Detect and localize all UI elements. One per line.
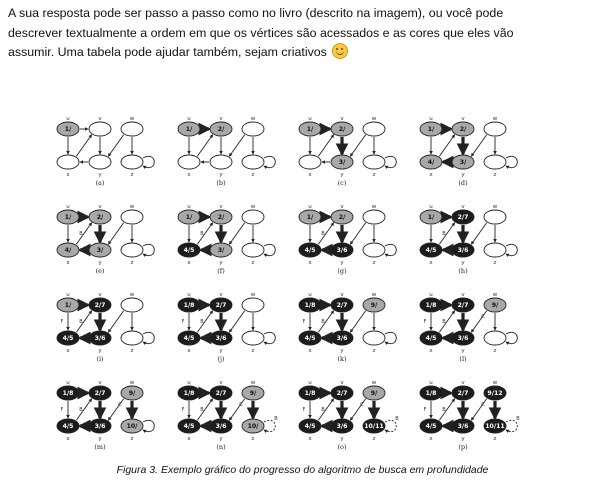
vertex-label-w: w [129, 380, 135, 386]
vertex-label-u: u [429, 204, 433, 210]
dfs-panel [57, 292, 154, 363]
panel-label: (f) [217, 267, 225, 275]
intro-line-3-text: assumir. Uma tabela pode ajudar também, sejam criativos [8, 45, 327, 59]
vertex-label-u: u [187, 292, 191, 298]
edge-type-back: B [321, 319, 325, 325]
vertex-label-v: v [340, 292, 344, 298]
vertex-label-w: w [371, 292, 377, 298]
dfs-panel [299, 204, 396, 275]
vertex-time-u: 1/8 [425, 390, 437, 398]
vertex-time-y: 3/6 [336, 247, 348, 255]
edge-type-back: B [442, 319, 446, 325]
dfs-panel [57, 204, 154, 275]
vertex-time-x: 4/5 [62, 335, 74, 343]
edge-w-y [471, 223, 486, 245]
vertex-label-x: x [66, 436, 70, 442]
vertex-time-w: 9/ [491, 302, 499, 310]
vertex-label-v: v [461, 380, 465, 386]
vertex-label-x: x [187, 260, 191, 266]
vertex-label-v: v [98, 204, 102, 210]
vertex-label-u: u [308, 292, 312, 298]
vertex-z [363, 155, 385, 169]
edge-type-forward: F [181, 407, 185, 413]
vertex-label-x: x [429, 172, 433, 178]
vertex-label-v: v [219, 380, 223, 386]
vertex-time-x: 4/5 [183, 335, 195, 343]
vertex-time-y: 3/6 [215, 335, 227, 343]
vertex-label-z: z [251, 172, 255, 178]
vertex-label-u: u [66, 380, 70, 386]
panel-label: (i) [96, 355, 104, 363]
vertex-z [242, 243, 264, 257]
vertex-z [363, 331, 385, 345]
vertex-time-u: 1/8 [62, 390, 74, 398]
edge-type-back: B [79, 319, 83, 325]
vertex-z [484, 331, 506, 345]
edge-z-z [264, 332, 275, 343]
dfs-panel [420, 204, 517, 275]
vertex-time-v: 2/7 [457, 390, 469, 398]
vertex-time-v: 2/ [338, 214, 346, 222]
vertex-label-y: y [98, 260, 102, 266]
edge-type-back: B [442, 407, 446, 413]
edge-w-y [350, 223, 365, 245]
vertex-label-v: v [219, 292, 223, 298]
vertex-time-w: 9/ [370, 302, 378, 310]
dfs-panel [299, 380, 399, 451]
vertex-label-w: w [250, 292, 256, 298]
vertex-time-v: 2/7 [94, 390, 106, 398]
edge-type-cross: C [481, 314, 485, 320]
vertex-label-y: y [340, 436, 344, 442]
edge-x-v [197, 135, 212, 157]
edge-type-cross: C [360, 402, 364, 408]
vertex-w [121, 298, 143, 312]
vertex-label-w: w [129, 292, 135, 298]
vertex-w [121, 122, 143, 136]
vertex-z [363, 243, 385, 257]
panel-label: (j) [217, 355, 225, 363]
vertex-time-y: 3/6 [94, 335, 106, 343]
vertex-label-z: z [251, 260, 255, 266]
edge-z-z [385, 156, 396, 167]
dfs-panel [178, 292, 275, 363]
edge-z-z [385, 420, 396, 431]
vertex-x [299, 155, 321, 169]
edge-type-back: B [200, 407, 204, 413]
edge-w-y [229, 135, 244, 157]
vertex-time-x: 4/5 [183, 247, 195, 255]
vertex-time-y: 3/ [459, 159, 467, 167]
edge-z-z [385, 332, 396, 343]
vertex-w [363, 210, 385, 224]
vertex-label-v: v [461, 204, 465, 210]
vertex-label-y: y [98, 436, 102, 442]
vertex-label-w: w [492, 116, 498, 122]
edge-w-y [350, 311, 365, 333]
vertex-label-x: x [308, 436, 312, 442]
vertex-time-v: 2/7 [336, 390, 348, 398]
edge-z-z [264, 156, 275, 167]
vertex-x [57, 155, 79, 169]
vertex-v [89, 122, 111, 136]
vertex-label-z: z [130, 172, 134, 178]
edge-w-y [229, 311, 244, 333]
vertex-time-u: 1/ [64, 214, 72, 222]
vertex-label-w: w [371, 380, 377, 386]
vertex-label-x: x [66, 260, 70, 266]
vertex-time-v: 2/7 [215, 390, 227, 398]
edge-x-v [439, 135, 454, 157]
vertex-time-y: 3/6 [215, 423, 227, 431]
vertex-label-u: u [187, 380, 191, 386]
vertex-time-z: 10/ [126, 423, 138, 431]
vertex-time-x: 4/5 [304, 335, 316, 343]
vertex-time-u: 1/8 [425, 302, 437, 310]
vertex-label-z: z [493, 172, 497, 178]
vertex-label-x: x [187, 172, 191, 178]
vertex-label-z: z [493, 348, 497, 354]
edge-type-forward: F [423, 407, 427, 413]
vertex-label-y: y [461, 436, 465, 442]
edge-z-z [506, 332, 517, 343]
edge-type-forward: F [302, 407, 306, 413]
panel-label: (l) [459, 355, 467, 363]
edge-z-z [506, 156, 517, 167]
panel-label: (g) [337, 267, 347, 275]
edge-type-back: B [79, 407, 83, 413]
vertex-time-z: 10/11 [364, 423, 384, 431]
vertex-label-w: w [371, 116, 377, 122]
intro-text [8, 4, 598, 63]
vertex-label-u: u [308, 380, 312, 386]
vertex-label-u: u [66, 292, 70, 298]
vertex-label-z: z [372, 172, 376, 178]
panel-label: (m) [94, 443, 106, 451]
edge-w-y [350, 135, 365, 157]
vertex-label-v: v [98, 292, 102, 298]
vertex-time-y: 3/6 [336, 335, 348, 343]
panel-label: (b) [216, 179, 226, 187]
panel-label: (p) [458, 443, 468, 451]
vertex-time-u: 1/ [427, 126, 435, 134]
vertex-time-u: 1/8 [183, 302, 195, 310]
vertex-y [89, 155, 111, 169]
vertex-w [242, 210, 264, 224]
edge-z-z [264, 420, 275, 431]
vertex-label-y: y [461, 260, 465, 266]
vertex-label-v: v [461, 116, 465, 122]
vertex-label-u: u [429, 292, 433, 298]
edge-z-z [143, 332, 154, 343]
intro-line-2: descrever textualmente a ordem em que os vértices são acessados e as cores que eles vão [8, 25, 514, 40]
vertex-time-v: 2/7 [94, 302, 106, 310]
edge-w-y [108, 135, 123, 157]
vertex-label-z: z [251, 436, 255, 442]
dfs-panel [420, 116, 517, 187]
edge-x-v [76, 135, 91, 157]
vertex-time-u: 1/8 [183, 390, 195, 398]
vertex-time-y: 3/6 [94, 423, 106, 431]
edge-w-y [108, 311, 123, 333]
vertex-label-w: w [492, 204, 498, 210]
vertex-z [121, 243, 143, 257]
vertex-time-v: 2/7 [457, 214, 469, 222]
vertex-time-x: 4/5 [425, 247, 437, 255]
vertex-time-x: 4/5 [183, 423, 195, 431]
dfs-panel [299, 116, 396, 187]
vertex-time-u: 1/ [427, 214, 435, 222]
panel-label: (h) [458, 267, 468, 275]
edge-z-z [264, 244, 275, 255]
vertex-label-z: z [493, 436, 497, 442]
edge-type-forward: F [423, 319, 427, 325]
vertex-label-y: y [461, 172, 465, 178]
vertex-label-y: y [340, 260, 344, 266]
vertex-time-y: 3/6 [457, 423, 469, 431]
vertex-time-z: 10/ [247, 423, 259, 431]
vertex-label-z: z [130, 260, 134, 266]
vertex-label-x: x [308, 172, 312, 178]
smiling-face-icon [332, 43, 348, 59]
intro-line-3 [8, 43, 598, 63]
panel-label: (e) [95, 267, 105, 275]
edge-type-back-loop: B [274, 416, 278, 422]
vertex-w [242, 122, 264, 136]
edge-z-z [143, 156, 154, 167]
dfs-panel [57, 380, 154, 451]
vertex-time-w: 9/ [249, 390, 257, 398]
vertex-label-y: y [98, 172, 102, 178]
vertex-time-x: 4/5 [425, 423, 437, 431]
panel-label: (o) [337, 443, 347, 451]
dfs-panel [420, 292, 517, 363]
vertex-label-y: y [461, 348, 465, 354]
edge-type-forward: F [302, 319, 306, 325]
vertex-label-z: z [372, 436, 376, 442]
vertex-w [484, 210, 506, 224]
vertex-time-w: 9/12 [487, 390, 503, 398]
vertex-time-v: 2/7 [457, 302, 469, 310]
vertex-time-u: 1/8 [304, 302, 316, 310]
edge-w-y [229, 223, 244, 245]
vertex-label-v: v [461, 292, 465, 298]
vertex-time-v: 2/ [459, 126, 467, 134]
vertex-label-y: y [219, 436, 223, 442]
edge-type-back: B [321, 231, 325, 237]
edge-type-cross: C [239, 402, 243, 408]
vertex-time-y: 3/6 [336, 423, 348, 431]
vertex-label-v: v [219, 204, 223, 210]
vertex-label-x: x [429, 348, 433, 354]
vertex-time-v: 2/7 [336, 302, 348, 310]
vertex-label-y: y [340, 172, 344, 178]
edge-type-back: B [321, 407, 325, 413]
vertex-label-w: w [250, 380, 256, 386]
vertex-label-w: w [492, 292, 498, 298]
vertex-label-z: z [372, 260, 376, 266]
dfs-panel [299, 292, 396, 363]
vertex-label-w: w [371, 204, 377, 210]
vertex-time-v: 2/ [217, 214, 225, 222]
vertex-time-x: 4/5 [304, 423, 316, 431]
dfs-panel [178, 380, 278, 451]
vertex-label-x: x [187, 348, 191, 354]
vertex-label-u: u [429, 116, 433, 122]
vertex-label-y: y [98, 348, 102, 354]
edge-type-back-loop: B [516, 416, 520, 422]
edge-type-forward: F [181, 319, 185, 325]
vertex-label-w: w [250, 204, 256, 210]
vertex-time-u: 1/ [306, 214, 314, 222]
vertex-label-v: v [219, 116, 223, 122]
vertex-time-u: 1/ [185, 214, 193, 222]
vertex-time-v: 2/ [338, 126, 346, 134]
vertex-label-z: z [493, 260, 497, 266]
vertex-time-x: 4/ [64, 247, 72, 255]
vertex-time-x: 4/5 [62, 423, 74, 431]
vertex-label-u: u [187, 204, 191, 210]
edge-z-z [506, 420, 517, 431]
edge-w-y [471, 135, 486, 157]
panel-label: (d) [458, 179, 468, 187]
vertex-time-u: 1/ [64, 302, 72, 310]
vertex-label-w: w [129, 204, 135, 210]
vertex-label-u: u [308, 204, 312, 210]
vertex-w [242, 298, 264, 312]
vertex-z [484, 155, 506, 169]
vertex-label-u: u [429, 380, 433, 386]
vertex-z [242, 331, 264, 345]
vertex-time-w: 9/ [128, 390, 136, 398]
edge-type-forward: F [60, 319, 64, 325]
vertex-time-y: 3/ [217, 247, 225, 255]
vertex-x [178, 155, 200, 169]
vertex-time-u: 1/ [306, 126, 314, 134]
vertex-label-u: u [187, 116, 191, 122]
vertex-label-x: x [66, 348, 70, 354]
vertex-label-y: y [219, 172, 223, 178]
vertex-time-u: 1/ [185, 126, 193, 134]
vertex-label-x: x [308, 260, 312, 266]
vertex-label-v: v [340, 116, 344, 122]
vertex-time-u: 1/8 [304, 390, 316, 398]
edge-type-back: B [79, 231, 83, 237]
vertex-time-v: 2/7 [215, 302, 227, 310]
vertex-label-x: x [187, 436, 191, 442]
vertex-time-x: 4/5 [425, 335, 437, 343]
vertex-label-z: z [130, 348, 134, 354]
edge-type-back: B [442, 231, 446, 237]
vertex-z [484, 243, 506, 257]
vertex-label-x: x [66, 172, 70, 178]
edge-w-y [108, 223, 123, 245]
vertex-time-u: 1/ [64, 126, 72, 134]
edge-type-back: B [200, 231, 204, 237]
vertex-label-w: w [492, 380, 498, 386]
dfs-figure [40, 112, 540, 457]
vertex-w [484, 122, 506, 136]
dfs-panel [420, 380, 520, 451]
edge-type-cross: C [118, 402, 122, 408]
vertex-time-y: 3/6 [457, 335, 469, 343]
vertex-label-v: v [340, 204, 344, 210]
edge-z-z [143, 244, 154, 255]
vertex-label-u: u [308, 116, 312, 122]
vertex-label-y: y [340, 348, 344, 354]
vertex-label-x: x [429, 436, 433, 442]
edge-type-back-loop: B [395, 416, 399, 422]
vertex-label-x: x [429, 260, 433, 266]
vertex-time-v: 2/ [96, 214, 104, 222]
panel-label: (a) [95, 179, 105, 187]
dfs-panel [178, 116, 275, 187]
vertex-time-y: 3/ [96, 247, 104, 255]
vertex-label-y: y [219, 348, 223, 354]
vertex-time-y: 3/6 [457, 247, 469, 255]
panel-label: (n) [216, 443, 226, 451]
panel-label: (c) [337, 179, 347, 187]
vertex-time-x: 4/5 [304, 247, 316, 255]
vertex-time-x: 4/ [427, 159, 435, 167]
vertex-label-w: w [250, 116, 256, 122]
intro-line-1: A sua resposta pode ser passo a passo como no livro (descrito na imagem), ou você pode [8, 6, 504, 20]
vertex-w [121, 210, 143, 224]
vertex-time-y: 3/ [338, 159, 346, 167]
vertex-z [242, 155, 264, 169]
vertex-time-w: 9/ [370, 390, 378, 398]
vertex-label-x: x [308, 348, 312, 354]
vertex-w [363, 122, 385, 136]
edge-x-v [318, 135, 333, 157]
vertex-label-z: z [372, 348, 376, 354]
vertex-y [210, 155, 232, 169]
vertex-label-v: v [340, 380, 344, 386]
edge-type-forward: F [60, 407, 64, 413]
panel-label: (k) [337, 355, 347, 363]
edge-type-cross: C [481, 402, 485, 408]
vertex-time-v: 2/ [217, 126, 225, 134]
dfs-panel [178, 204, 275, 275]
edge-z-z [143, 420, 154, 431]
vertex-label-z: z [130, 436, 134, 442]
vertex-label-y: y [219, 260, 223, 266]
vertex-z [121, 331, 143, 345]
vertex-label-w: w [129, 116, 135, 122]
vertex-label-z: z [251, 348, 255, 354]
vertex-label-v: v [98, 116, 102, 122]
vertex-time-z: 10/11 [485, 423, 505, 431]
dfs-panel [57, 116, 154, 187]
edge-type-back: B [200, 319, 204, 325]
figure-caption: Figura 3. Exemplo gráfico do progresso do algoritmo de busca em profundidade [116, 464, 489, 476]
vertex-label-u: u [66, 204, 70, 210]
vertex-label-u: u [66, 116, 70, 122]
vertex-z [121, 155, 143, 169]
vertex-label-v: v [98, 380, 102, 386]
edge-z-z [506, 244, 517, 255]
edge-z-z [385, 244, 396, 255]
